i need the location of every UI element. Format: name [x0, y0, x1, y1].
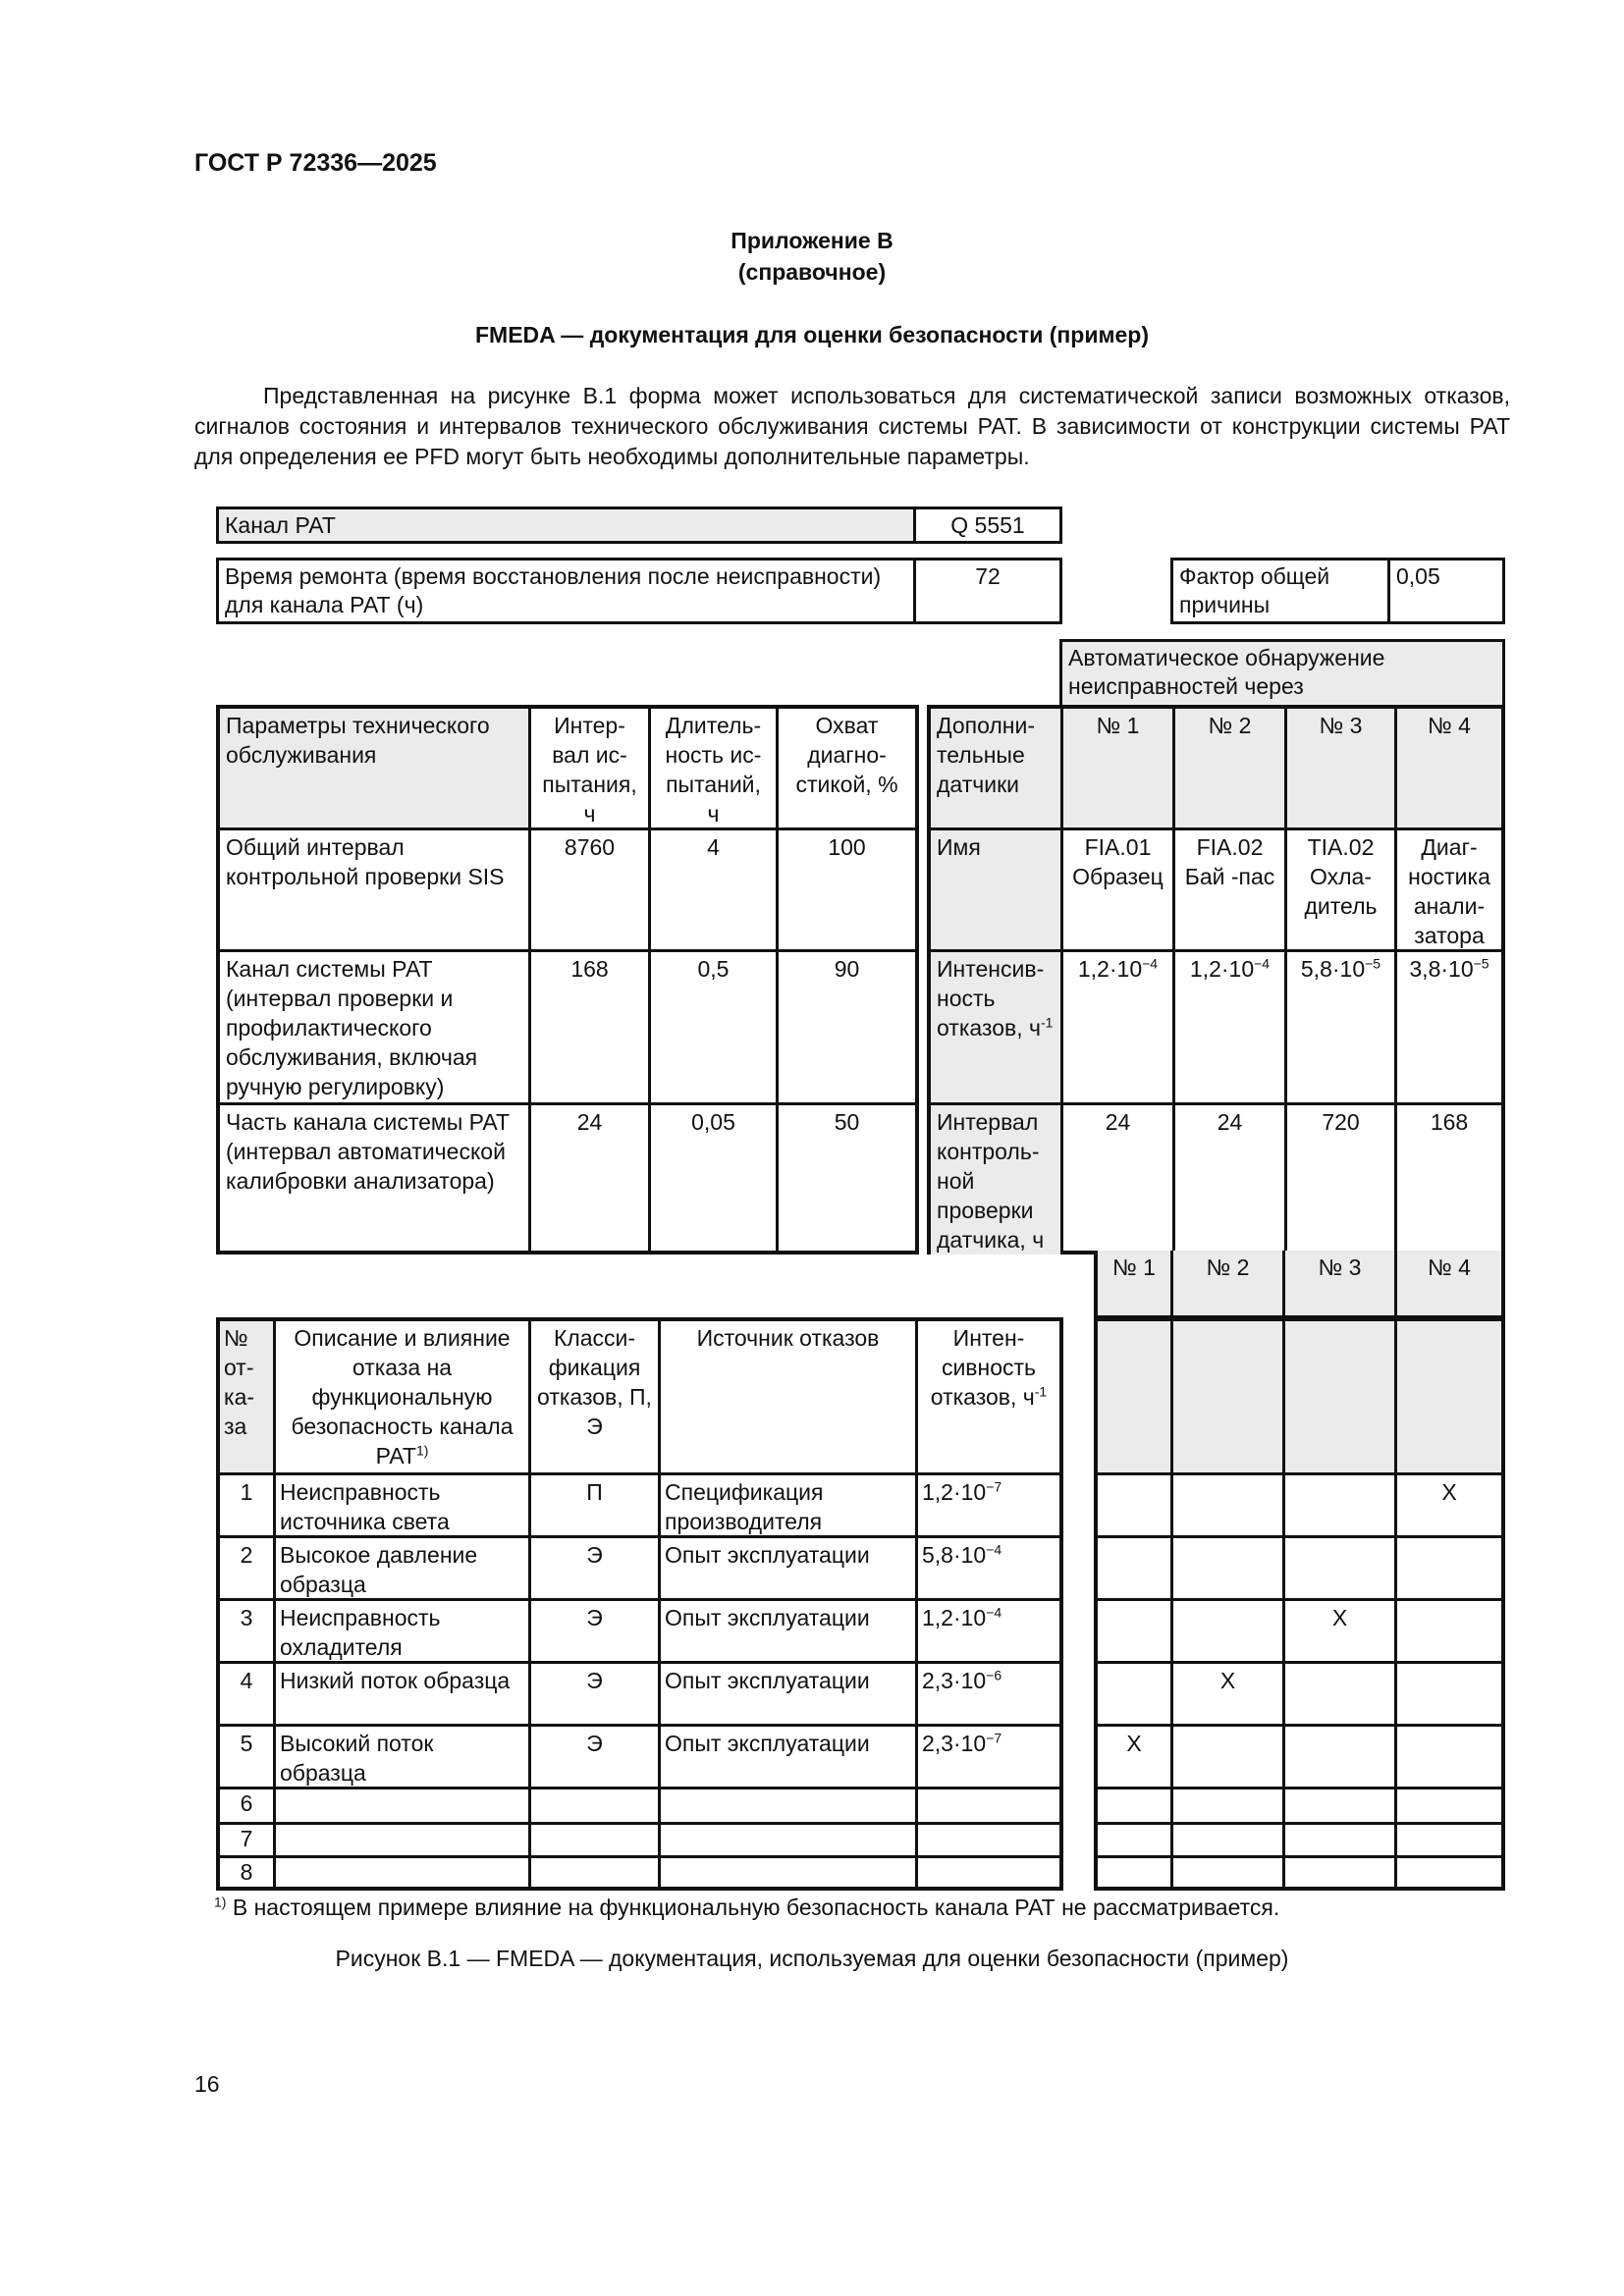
- sensor-4-rate: $3,8\cdot 10^{-5}$: [1409, 955, 1489, 982]
- failure-4-desc: Низкий поток образца: [280, 1668, 511, 1693]
- marks-fill-4: [1397, 1321, 1501, 1472]
- auto-detect-header: Автоматическое обнаружение неисправностей через: [1059, 639, 1505, 708]
- failures-table: [216, 1317, 1063, 1891]
- failure-4-rate: $2,3\cdot 10^{-6}$: [922, 1667, 1002, 1693]
- failure-4-class: Э: [586, 1668, 603, 1693]
- sensor-rate-label: Интенсив-ность отказов, $ч^{-1}$: [931, 952, 1060, 1102]
- failure-header-source: Источник отказов: [696, 1325, 880, 1351]
- maint-row-1-duration: 4: [707, 834, 720, 860]
- failure-5-source: Опыт эксплуатации: [665, 1731, 870, 1756]
- marks-table: [1094, 1317, 1505, 1891]
- sensor-1-rate: $1,2\cdot 10^{-4}$: [1077, 955, 1159, 982]
- maint-row-1-coverage: 100: [828, 834, 866, 860]
- maint-row-3-interval: 24: [576, 1109, 603, 1135]
- sensor-4-interval: 168: [1430, 1109, 1469, 1135]
- maint-header-params: Параметры технического обслуживания: [220, 709, 528, 828]
- failure-3-rate: $1,2\cdot 10^{-4}$: [922, 1604, 1002, 1630]
- sensor-1-name: FIA.01 Образец: [1072, 834, 1164, 889]
- maint-header-coverage: Охват диагно-стикой, %: [795, 713, 898, 797]
- maint-row-1-interval: 8760: [564, 834, 616, 860]
- maintenance-table: [216, 705, 919, 1255]
- appendix-title: Приложение В: [731, 228, 893, 253]
- maint-row-2-duration: 0,5: [697, 956, 730, 982]
- failure-2-desc: Высокое давление образца: [280, 1542, 478, 1597]
- section-title: FMEDA — документация для оценки безопасности (пример): [475, 322, 1149, 347]
- common-cause-label: Фактор общей причины: [1170, 558, 1390, 624]
- failure-header-class: Класси-фикация отказов, П, Э: [537, 1325, 652, 1439]
- intro-paragraph: Представленная на рисунке В.1 форма может использоваться для систематической записи возможных отказов, сигналов состояния и интервалов технического обслуживания системы РАТ. В зависимости от конструкции системы РАТ для определения ее PFD могут быть необходимы дополнительные параметры.: [194, 383, 1510, 469]
- sensor-3-interval: 720: [1322, 1109, 1360, 1135]
- failure-2-no: 2: [240, 1542, 253, 1568]
- failure-1-rate: $1,2\cdot 10^{-7}$: [922, 1478, 1002, 1505]
- marks-header-row: [1094, 1251, 1505, 1319]
- standard-number: ГОСТ Р 72336—2025: [194, 149, 437, 177]
- maint-row-2-coverage: 90: [834, 956, 860, 982]
- sensor-number-4: № 4: [1397, 709, 1501, 828]
- failure-5-no: 5: [240, 1731, 253, 1756]
- maint-row-2-name: Канал системы РАТ (интервал проверки и профилактического обслуживания, включая ручную регулировку): [226, 956, 478, 1099]
- failure-header-desc: Описание и влияние отказа на функциональную безопасность канала РАТ$^{1)}$: [291, 1325, 514, 1468]
- page-number: 16: [194, 2071, 220, 2097]
- repair-time-value: 72: [913, 558, 1062, 624]
- failure-4-no: 4: [240, 1668, 253, 1693]
- sensor-1-interval: 24: [1105, 1109, 1131, 1135]
- failure-1-source: Спецификация производителя: [665, 1479, 824, 1534]
- appendix-subtitle: (справочное): [737, 259, 887, 285]
- failure-header-no: № от-ка-за: [220, 1321, 273, 1472]
- footnote: $^{1)}$ В настоящем примере влияние на функциональную безопасность канала РАТ не рассматривается.: [214, 1894, 1280, 1920]
- failure-2-source: Опыт эксплуатации: [665, 1542, 870, 1568]
- maint-row-3-duration: 0,05: [691, 1109, 735, 1135]
- failure-3-class: Э: [586, 1605, 603, 1630]
- sensor-2-name: FIA.02 Бай -пас: [1184, 834, 1275, 889]
- failure-5-class: Э: [586, 1731, 603, 1756]
- failure-1-mark: X: [1441, 1479, 1457, 1505]
- sensor-header-label: Дополни-тельные датчики: [931, 709, 1060, 828]
- failure-3-mark: X: [1331, 1605, 1348, 1630]
- marks-fill-3: [1285, 1321, 1394, 1472]
- maint-row-2-interval: 168: [570, 956, 609, 982]
- failure-1-desc: Неисправность источника света: [280, 1479, 450, 1534]
- failure-2-rate: $5,8\cdot 10^{-4}$: [922, 1541, 1002, 1568]
- common-cause-value: 0,05: [1387, 558, 1505, 624]
- maint-row-1-name: Общий интервал контрольной проверки SIS: [226, 834, 505, 889]
- maint-row-3-name: Часть канала системы РАТ (интервал автоматической калибровки анализатора): [226, 1109, 511, 1194]
- failure-6-no: 6: [240, 1790, 253, 1816]
- sensor-number-3: № 3: [1287, 709, 1394, 828]
- sensor-2-interval: 24: [1217, 1109, 1243, 1135]
- sensor-3-rate: $5,8\cdot 10^{-5}$: [1300, 955, 1381, 982]
- marks-number-2: № 2: [1173, 1251, 1282, 1315]
- repair-time-label: Время ремонта (время восстановления после неисправности) для канала РАТ (ч): [216, 558, 916, 624]
- failure-1-class: П: [586, 1479, 603, 1505]
- sensors-table: [927, 705, 1505, 1255]
- failure-4-mark: X: [1219, 1668, 1236, 1693]
- failure-4-source: Опыт эксплуатации: [665, 1668, 870, 1693]
- failure-2-class: Э: [586, 1542, 603, 1568]
- maint-header-interval: Интер-вал ис-пытания, ч: [542, 713, 637, 827]
- failure-3-no: 3: [240, 1605, 253, 1630]
- sensor-name-label: Имя: [931, 830, 1060, 949]
- channel-label: Канал РАТ: [216, 507, 916, 544]
- figure-caption: Рисунок В.1 — FMEDA — документация, используемая для оценки безопасности (пример): [335, 1946, 1289, 1971]
- sensor-2-rate: $1,2\cdot 10^{-4}$: [1189, 955, 1271, 982]
- sensor-3-name: TIA.02 Охла-дитель: [1304, 834, 1378, 919]
- marks-fill-2: [1173, 1321, 1282, 1472]
- sensor-4-name: Диаг-ностика анали-затора: [1408, 834, 1490, 948]
- failure-8-no: 8: [240, 1859, 253, 1885]
- marks-fill-1: [1098, 1321, 1170, 1472]
- channel-value: Q 5551: [913, 507, 1062, 544]
- failure-5-rate: $2,3\cdot 10^{-7}$: [922, 1730, 1002, 1756]
- marks-number-1: № 1: [1098, 1251, 1170, 1315]
- failure-3-source: Опыт эксплуатации: [665, 1605, 870, 1630]
- marks-number-4: № 4: [1397, 1251, 1501, 1315]
- failure-5-desc: Высокий поток образца: [280, 1731, 434, 1786]
- sensor-number-2: № 2: [1175, 709, 1284, 828]
- failure-3-desc: Неисправность охладителя: [280, 1605, 441, 1660]
- marks-number-3: № 3: [1285, 1251, 1394, 1315]
- sensor-number-1: № 1: [1063, 709, 1172, 828]
- failure-header-rate: Интен-сивность отказов, $ч^{-1}$: [930, 1325, 1048, 1410]
- failure-5-mark: X: [1126, 1731, 1142, 1756]
- failure-1-no: 1: [240, 1479, 253, 1505]
- failure-7-no: 7: [240, 1826, 253, 1851]
- maint-row-3-coverage: 50: [834, 1109, 860, 1135]
- maint-header-duration: Длитель-ность ис-пытаний, ч: [665, 713, 762, 827]
- sensor-interval-label: Интервал контроль-ной проверки датчика, ч: [931, 1105, 1060, 1255]
